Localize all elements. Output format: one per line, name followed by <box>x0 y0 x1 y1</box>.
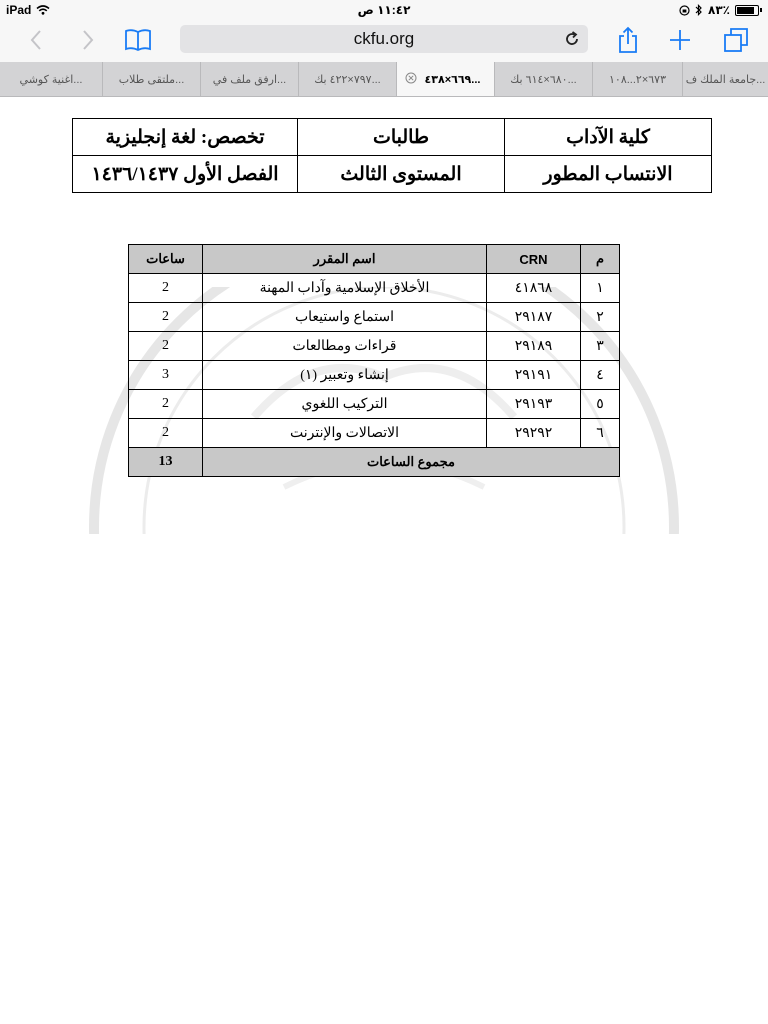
cell-number: ٥ <box>581 390 620 419</box>
tab-label: ملتقى طلاب... <box>118 73 185 86</box>
cell-hours: 2 <box>129 303 203 332</box>
cell-hours: 2 <box>129 332 203 361</box>
tab-label: ارفق ملف في... <box>212 73 287 86</box>
cell-number: ٣ <box>581 332 620 361</box>
cell-hours: 2 <box>129 419 203 448</box>
forward-button[interactable] <box>72 25 104 55</box>
cell-number: ٦ <box>581 419 620 448</box>
tab-label: اغنية كوشي... <box>19 73 83 86</box>
tab-1[interactable] <box>102 62 200 96</box>
cell-number: ٢ <box>581 303 620 332</box>
cell-number: ٤ <box>581 361 620 390</box>
share-icon <box>617 26 639 54</box>
tab-4-active[interactable] <box>396 62 494 96</box>
total-row <box>129 448 620 477</box>
document-header-table <box>72 118 712 193</box>
status-time: ١١:٤٢ ص <box>357 3 411 17</box>
cell-crn: ٢٩١٩٣ <box>487 390 581 419</box>
col-header-crn: CRN <box>487 245 581 274</box>
table-row <box>129 419 620 448</box>
major-cell: تخصص: لغة إنجليزية <box>73 119 298 156</box>
cell-hours: 3 <box>129 361 203 390</box>
table-row <box>129 361 620 390</box>
tab-strip <box>0 62 768 97</box>
cell-number: ١ <box>581 274 620 303</box>
course-table <box>128 244 620 477</box>
total-hours-label: مجموع الساعات <box>203 448 620 477</box>
level-cell: المستوى الثالث <box>298 156 505 193</box>
tab-5[interactable] <box>494 62 592 96</box>
cell-course-name: الأخلاق الإسلامية وآداب المهنة <box>203 274 487 303</box>
reload-icon[interactable] <box>563 30 581 48</box>
table-row <box>129 303 620 332</box>
college-cell: كلية الآداب <box>505 119 712 156</box>
page-blank-area <box>0 534 768 1024</box>
cell-crn: ٢٩١٩١ <box>487 361 581 390</box>
cell-crn: ٢٩١٨٩ <box>487 332 581 361</box>
table-row <box>129 390 620 419</box>
orientation-lock-icon <box>679 5 690 16</box>
tab-2[interactable] <box>200 62 298 96</box>
header-row <box>73 119 712 156</box>
status-right <box>679 3 762 17</box>
page-image <box>0 97 768 534</box>
battery-level <box>737 7 754 14</box>
tab-label: ٦٨٠×٦١٤ بك... <box>510 73 577 86</box>
bookmarks-button[interactable] <box>122 25 154 55</box>
table-row <box>129 274 620 303</box>
bluetooth-icon <box>695 4 703 16</box>
program-cell: الانتساب المطور <box>505 156 712 193</box>
url-text: ckfu.org <box>353 29 415 48</box>
tab-label: ٦٧٣×٢...١٠٨ <box>609 73 666 86</box>
back-icon <box>29 29 43 51</box>
share-button[interactable] <box>612 25 644 55</box>
cell-course-name: استماع واستيعاب <box>203 303 487 332</box>
cell-hours: 2 <box>129 274 203 303</box>
browser-toolbar <box>0 20 768 62</box>
tabs-button[interactable] <box>720 25 752 55</box>
table-header-row <box>129 245 620 274</box>
col-header-number: م <box>581 245 620 274</box>
total-hours-value: 13 <box>129 448 203 477</box>
cell-course-name: التركيب اللغوي <box>203 390 487 419</box>
new-tab-button[interactable] <box>664 25 696 55</box>
cell-crn: ٢٩٢٩٢ <box>487 419 581 448</box>
col-header-course-name: اسم المقرر <box>203 245 487 274</box>
cell-course-name: الاتصالات والإنترنت <box>203 419 487 448</box>
back-button[interactable] <box>20 25 52 55</box>
tab-label: ٧٩٧×٤٢٢ بك... <box>314 73 381 86</box>
battery-cap <box>760 8 762 12</box>
battery-icon <box>735 5 759 16</box>
new-tab-icon <box>669 29 691 51</box>
table-row <box>129 332 620 361</box>
cell-hours: 2 <box>129 390 203 419</box>
status-bar <box>0 0 768 20</box>
cell-crn: ٤١٨٦٨ <box>487 274 581 303</box>
header-row <box>73 156 712 193</box>
address-bar[interactable] <box>180 25 588 53</box>
tab-6[interactable] <box>592 62 682 96</box>
tab-label: ٦٦٩×٤٣٨... <box>424 73 481 86</box>
tab-0[interactable] <box>0 62 102 96</box>
device-name: iPad <box>6 3 32 17</box>
battery-percent: ٨٣٪ <box>708 3 730 17</box>
col-header-hours: ساعات <box>129 245 203 274</box>
cell-course-name: قراءات ومطالعات <box>203 332 487 361</box>
students-cell: طالبات <box>298 119 505 156</box>
bookmarks-icon <box>123 28 153 52</box>
tab-label: جامعة الملك ف... <box>685 73 766 86</box>
semester-cell: الفصل الأول ١٤٣٦/١٤٣٧ <box>73 156 298 193</box>
tabs-icon <box>723 27 749 53</box>
close-tab-icon[interactable] <box>405 72 417 84</box>
tab-3[interactable] <box>298 62 396 96</box>
cell-course-name: إنشاء وتعبير (١) <box>203 361 487 390</box>
forward-icon <box>81 29 95 51</box>
tab-7[interactable] <box>682 62 768 96</box>
cell-crn: ٢٩١٨٧ <box>487 303 581 332</box>
